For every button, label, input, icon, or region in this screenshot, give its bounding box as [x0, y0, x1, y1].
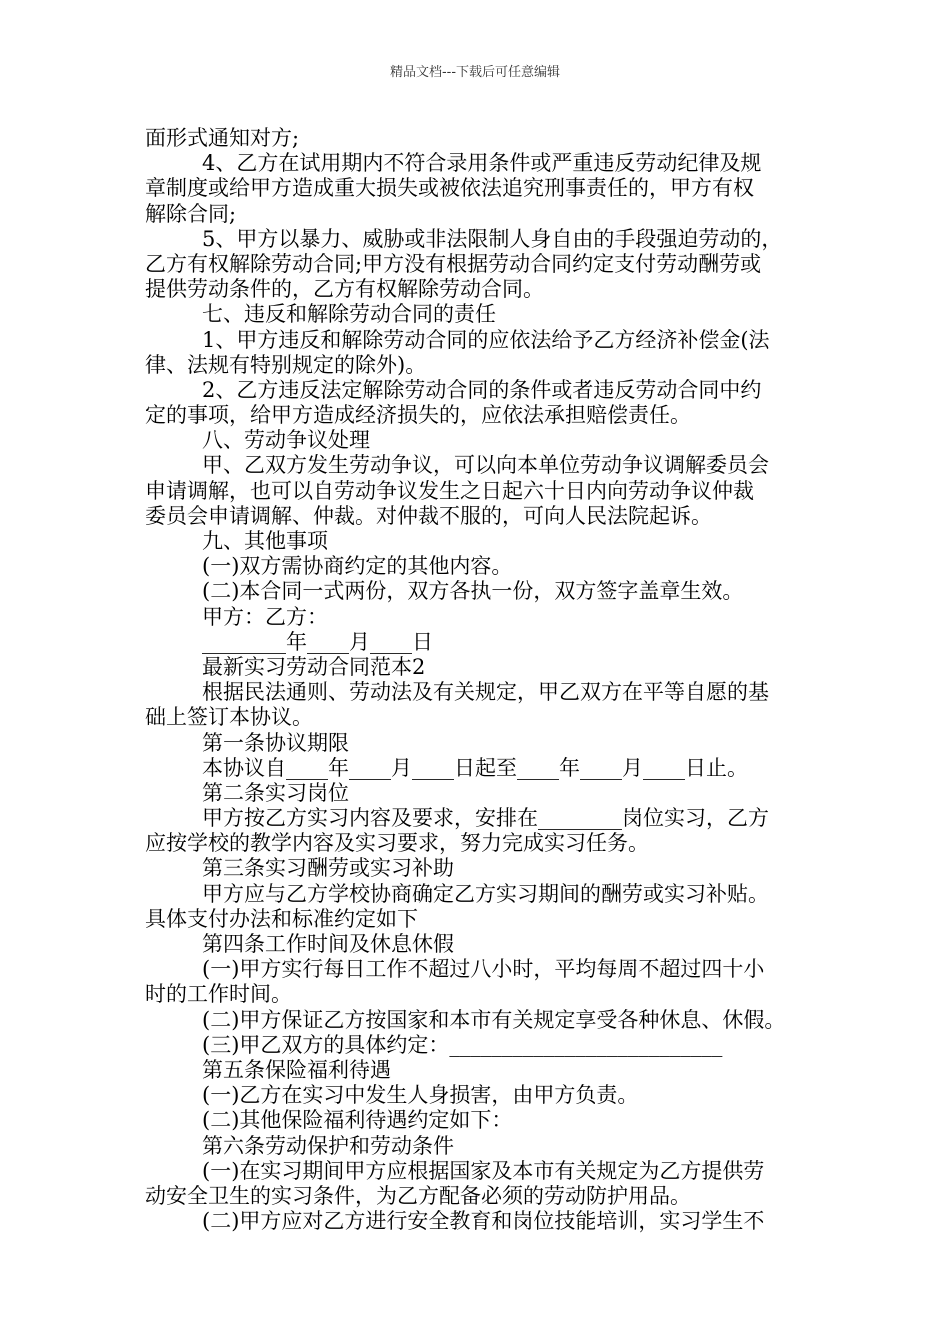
- text-line: 第四条工作时间及休息休假: [202, 932, 454, 956]
- text-line: 九、其他事项: [202, 529, 328, 553]
- text-line: 具体支付办法和标准约定如下: [145, 906, 418, 931]
- text-line: (一)乙方在实习中发生人身损害，由甲方负责。: [202, 1083, 639, 1108]
- text-line: 委员会申请调解、仲裁。对仲裁不服的，可向人民法院起诉。: [145, 503, 712, 528]
- text-line: 4、乙方在试用期内不符合录用条件或严重违反劳动纪律及规: [202, 151, 762, 176]
- text-line: 甲、乙双方发生劳动争议，可以向本单位劳动争议调解委员会: [202, 453, 769, 478]
- page-header: 精品文档---下载后可任意编辑: [389, 65, 561, 80]
- text-line: 甲方：乙方：: [202, 604, 328, 629]
- text-line: 乙方有权解除劳动合同;甲方没有根据劳动合同约定支付劳动酬劳或: [145, 251, 762, 276]
- text-line: 应按学校的教学内容及实习要求，努力完成实习任务。: [145, 831, 649, 856]
- text-line: 面形式通知对方;: [145, 126, 300, 150]
- text-line: 时的工作时间。: [145, 982, 292, 1007]
- text-line: 础上签订本协议。: [145, 705, 313, 730]
- text-line: 最新实习劳动合同范本2: [202, 654, 426, 679]
- text-line: 第三条实习酬劳或实习补助: [202, 856, 454, 881]
- text-line: (二)甲方保证乙方按国家和本市有关规定享受各种休息、休假。: [202, 1007, 786, 1032]
- text-line: (二)本合同一式两份，双方各执一份，双方签字盖章生效。: [202, 579, 744, 604]
- text-line: (二)其他保险福利待遇约定如下：: [202, 1108, 513, 1133]
- text-line: 七、违反和解除劳动合同的责任: [202, 302, 496, 327]
- text-line: 2、乙方违反法定解除劳动合同的条件或者违反劳动合同中约: [202, 377, 762, 402]
- text-line: 第一条协议期限: [202, 730, 349, 755]
- text-line: 动安全卫生的实习条件，为乙方配备必须的劳动防护用品。: [145, 1183, 691, 1208]
- text-line: 第五条保险福利待遇: [202, 1057, 391, 1082]
- text-line: 定的事项，给甲方造成经济损失的，应依法承担赔偿责任。: [145, 403, 691, 428]
- text-line: (一)双方需协商约定的其他内容。: [202, 554, 513, 579]
- text-line: ________年____月____日: [202, 629, 433, 654]
- text-line: 八、劳动争议处理: [202, 428, 370, 453]
- text-line: 甲方应与乙方学校协商确定乙方实习期间的酬劳或实习补贴。: [202, 881, 769, 906]
- document-body: [145, 126, 825, 1234]
- text-line: 章制度或给甲方造成重大损失或被依法追究刑事责任的，甲方有权: [145, 176, 754, 201]
- text-line: 5、甲方以暴力、威胁或非法限制人身自由的手段强迫劳动的，: [202, 226, 783, 251]
- text-line: 根据民法通则、劳动法及有关规定，甲乙双方在平等自愿的基: [202, 680, 769, 705]
- text-line: 第二条实习岗位: [202, 780, 349, 805]
- text-line: 1、甲方违反和解除劳动合同的应依法给予乙方经济补偿金(法: [202, 327, 770, 352]
- text-line: (一)甲方实行每日工作不超过八小时，平均每周不超过四十小: [202, 957, 765, 982]
- text-line: 解除合同;: [145, 201, 237, 226]
- text-line: 本协议自____年____月____日起至____年____月____日止。: [202, 755, 748, 780]
- text-line: 甲方按乙方实习内容及要求，安排在________岗位实习，乙方: [202, 806, 769, 831]
- text-line: (三)甲乙双方的具体约定：__________________________: [202, 1032, 723, 1057]
- text-line: 律、法规有特别规定的除外)。: [145, 352, 427, 377]
- text-line: 提供劳动条件的，乙方有权解除劳动合同。: [145, 277, 544, 302]
- text-line: 申请调解，也可以自劳动争议发生之日起六十日内向劳动争议仲裁: [145, 478, 754, 503]
- text-line: (二)甲方应对乙方进行安全教育和岗位技能培训，实习学生不: [202, 1209, 765, 1234]
- text-line: 第六条劳动保护和劳动条件: [202, 1133, 454, 1158]
- text-line: (一)在实习期间甲方应根据国家及本市有关规定为乙方提供劳: [202, 1158, 765, 1183]
